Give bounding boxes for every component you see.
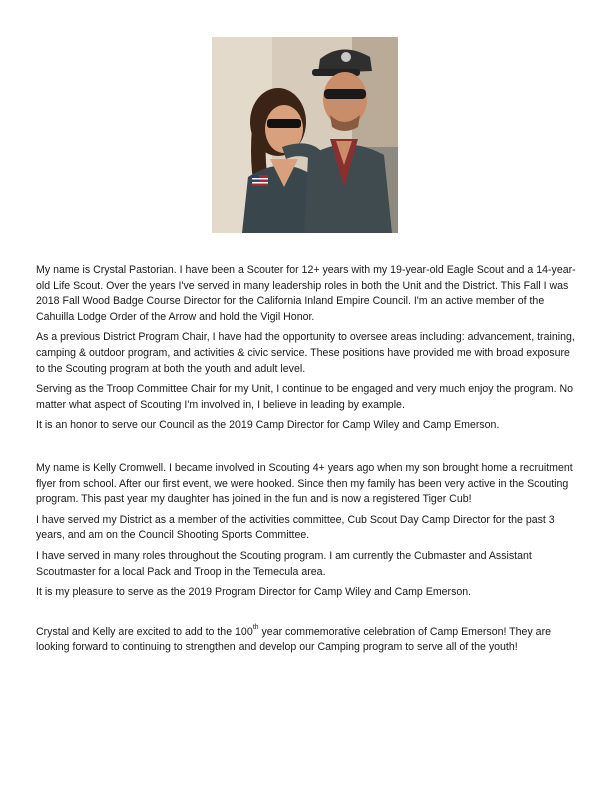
leaders-photo: [212, 37, 398, 233]
kelly-bio-paragraph-4: It is my pleasure to serve as the 2019 Program Director for Camp Wiley and Camp Emerson.: [36, 586, 472, 599]
crystal-bio-paragraph-4: It is an honor to serve our Council as the 2019 Camp Director for Camp Wiley and Camp Emerson.: [36, 419, 500, 432]
section-spacer: [36, 606, 576, 625]
crystal-bio-paragraph-1: My name is Crystal Pastorian. I have been a Scouter for 12+ years with my 19-year-old Eagle Scout and a 14-year-old Life Scout. Over the years I've served in many leadership roles in both the Unit and the District. This Fall I was 2018 Fall Wood Badge Course Director for the California Inland Empire Council. I'm an active member of the Cahuilla Lodge Order of the Arrow and hold the Vigil Honor.: [36, 264, 576, 323]
closing-text-start: Crystal and Kelly are excited to add to the 100: [36, 625, 253, 638]
crystal-bio-paragraph-3: Serving as the Troop Committee Chair for my Unit, I continue to be engaged and very much enjoy the program. No matter what aspect of Scouting I'm involved in, I believe in leading by example.: [36, 383, 574, 411]
crystal-bio-paragraph-2: As a previous District Program Chair, I have had the opportunity to oversee areas including: advancement, training, camping & outdoor program, and activities & civic service. These positions have provided me with broad exposure to the Scouting program at both the youth and adult level.: [36, 331, 575, 375]
closing-paragraph: [36, 625, 576, 656]
kelly-bio-paragraph-1: My name is Kelly Cromwell. I became involved in Scouting 4+ years ago when my son brought home a recruitment flyer from school. After our first event, we were hooked. Since then my family has been very active in the Scouting program. This past year my daughter has joined in the fun and is now a registered Tiger Cub!: [36, 461, 573, 506]
closing-superscript: th: [252, 624, 259, 632]
section-spacer: [36, 439, 576, 461]
leaders-photo-illustration: [212, 37, 398, 233]
bio-content: [36, 263, 576, 661]
kelly-bio-paragraph-3: I have served in many roles throughout the Scouting program. I am currently the Cubmaster and Assistant Scoutmaster for a local Pack and Troop in the Temecula area.: [36, 549, 532, 578]
kelly-bio-paragraph-2: I have served my District as a member of the activities committee, Cub Scout Day Camp Director for the past 3 years, and am on the Council Shooting Sports Committee.: [36, 513, 555, 542]
closing-text-end: year commemorative celebration of Camp Emerson! They are looking forward to continuing to strengthen and develop our Camping program to serve all of the youth!: [36, 625, 551, 654]
